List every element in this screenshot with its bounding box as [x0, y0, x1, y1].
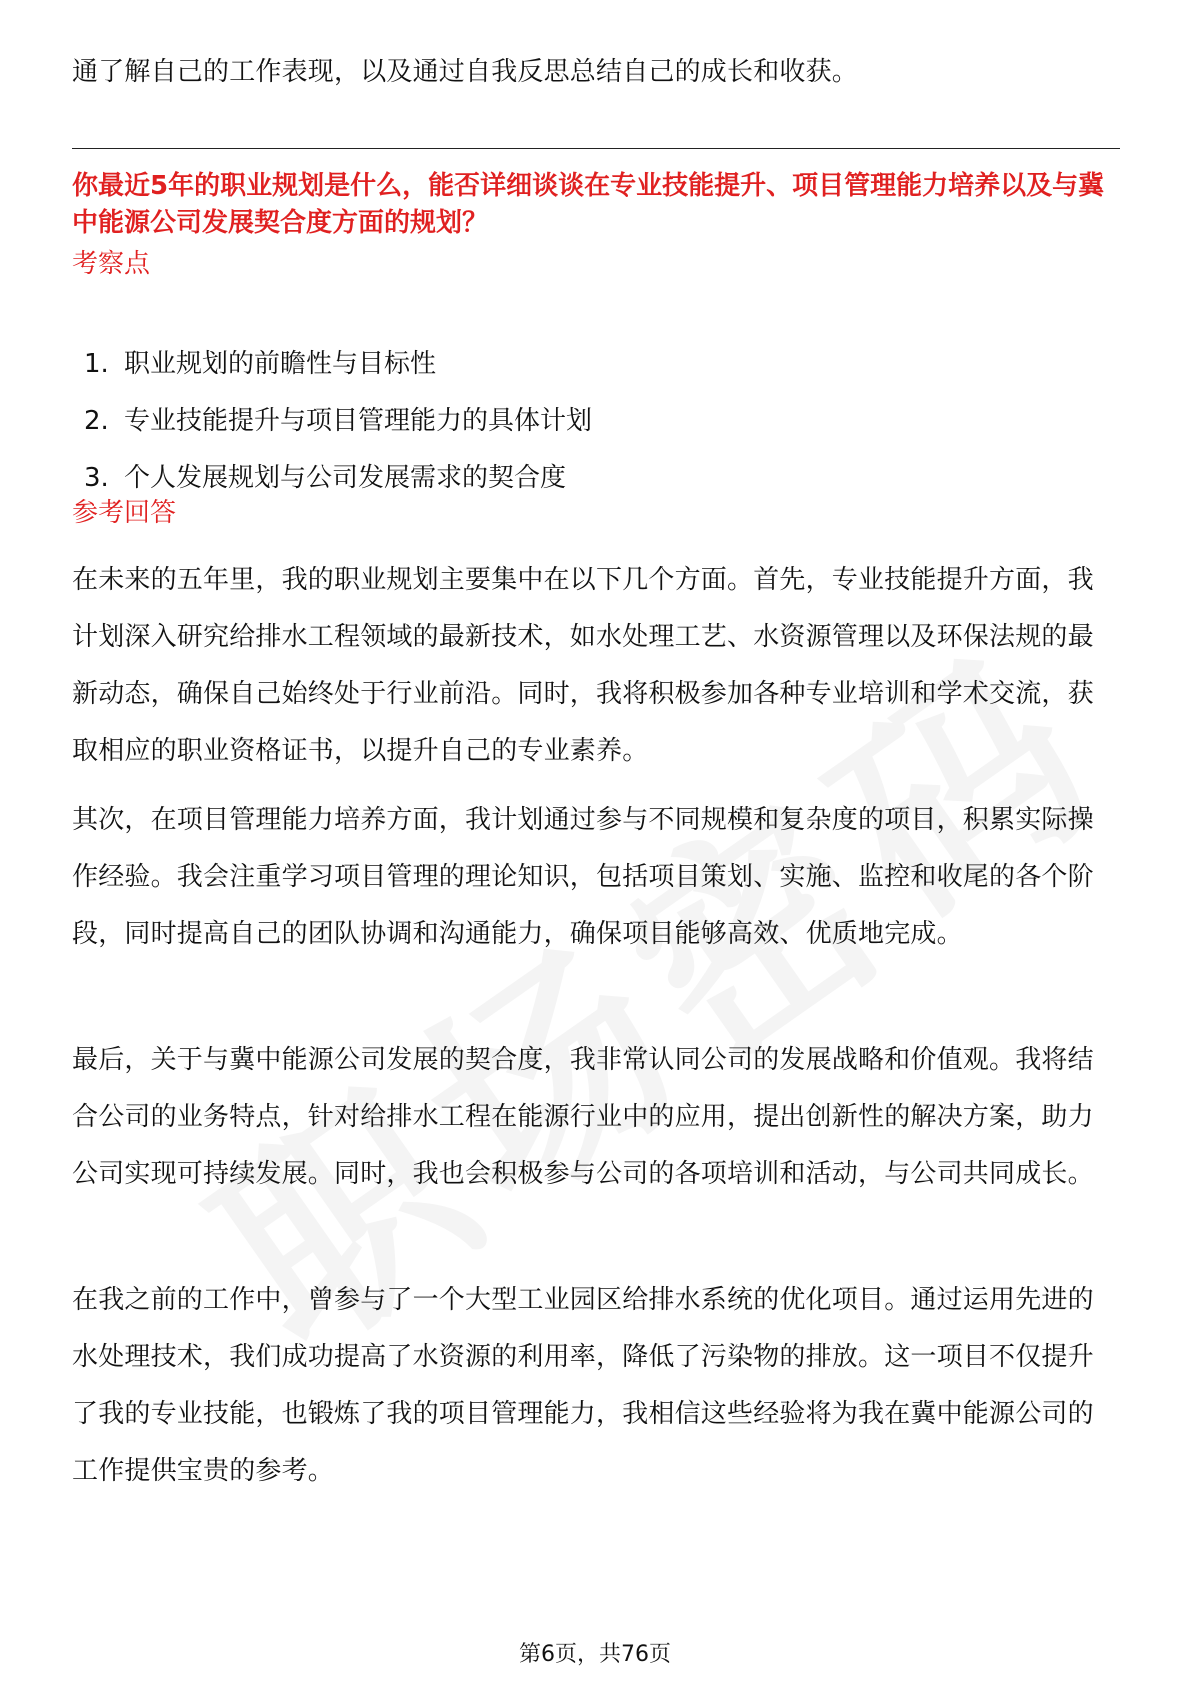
list-text: 专业技能提升与项目管理能力的具体计划	[124, 406, 593, 436]
list-number: 3.	[84, 463, 109, 493]
list-number: 1.	[84, 349, 109, 379]
answer-paragraph: 最后，关于与冀中能源公司发展的契合度，我非常认同公司的发展战略和价值观。我将结合公司的业务特点，针对给排水工程在能源行业中的应用，提出创新性的解决方案，助力公司实现可持续发展。同时，我也会积极参与公司的各项培训和活动，与公司共同成长。	[72, 1045, 1094, 1189]
answer-paragraph: 在未来的五年里，我的职业规划主要集中在以下几个方面。首先，专业技能提升方面，我计划深入研究给排水工程领域的最新技术，如水处理工艺、水资源管理以及环保法规的最新动态，确保自己始终处于行业前沿。同时，我将积极参加各种专业培训和学术交流，获取相应的职业资格证书，以提升自己的专业素养。	[72, 565, 1094, 766]
list-number: 2.	[84, 406, 109, 436]
answer-title: 参考回答	[72, 498, 177, 528]
question-heading: 你最近5年的职业规划是什么，能否详细谈谈在专业技能提升、项目管理能力培养以及与冀中能源公司发展契合度方面的规划？	[72, 171, 1105, 238]
answer-paragraph: 在我之前的工作中，曾参与了一个大型工业园区给排水系统的优化项目。通过运用先进的水处理技术，我们成功提高了水资源的利用率，降低了污染物的排放。这一项目不仅提升了我的专业技能，也锻炼了我的项目管理能力，我相信这些经验将为我在冀中能源公司的工作提供宝贵的参考。	[72, 1285, 1094, 1486]
focus-points-list	[84, 336, 592, 507]
intro-line: 通了解自己的工作表现，以及通过自我反思总结自己的成长和收获。	[72, 57, 859, 87]
list-item	[84, 393, 592, 450]
divider	[72, 148, 1120, 149]
list-text: 职业规划的前瞻性与目标性	[124, 349, 437, 379]
answer-paragraph: 其次，在项目管理能力培养方面，我计划通过参与不同规模和复杂度的项目，积累实际操作经验。我会注重学习项目管理的理论知识，包括项目策划、实施、监控和收尾的各个阶段，同时提高自己的团队协调和沟通能力，确保项目能够高效、优质地完成。	[72, 805, 1094, 949]
list-text: 个人发展规划与公司发展需求的契合度	[124, 463, 567, 493]
focus-title: 考察点	[72, 249, 151, 279]
page-footer: 第6页，共76页	[519, 1642, 671, 1667]
list-item	[84, 336, 592, 393]
